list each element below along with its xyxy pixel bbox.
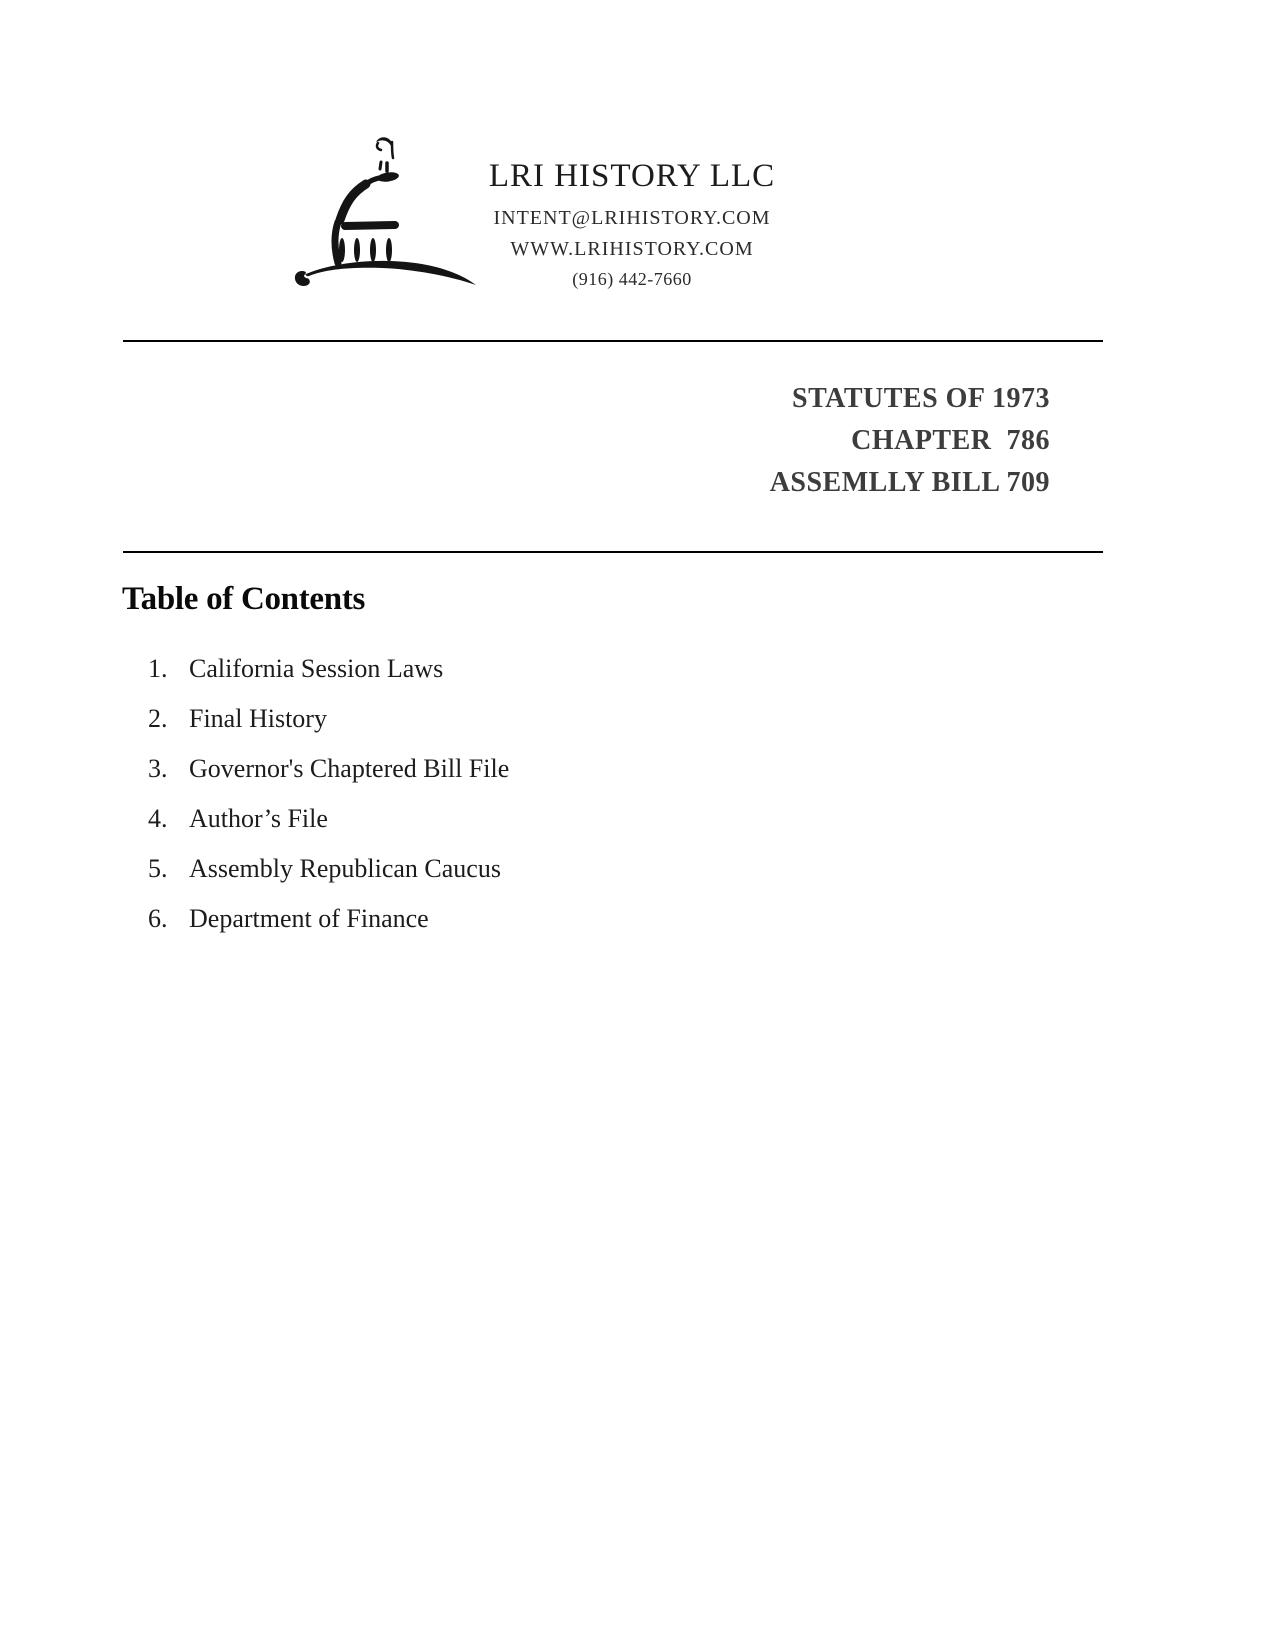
divider-bottom xyxy=(123,551,1103,553)
company-phone: (916) 442-7660 xyxy=(572,269,692,289)
toc-item xyxy=(146,844,509,894)
case-reference-block xyxy=(770,378,1050,504)
assembly-bill-line: ASSEMLLY BILL 709 xyxy=(769,467,1050,498)
toc-item-number: 3. xyxy=(148,754,168,783)
company-name: LRI HISTORY LLC xyxy=(488,158,776,194)
toc-item-label: Department of Finance xyxy=(189,904,429,933)
toc-item xyxy=(146,744,509,794)
toc-list xyxy=(146,644,509,944)
toc-item-label: California Session Laws xyxy=(189,654,444,683)
toc-item-label: Assembly Republican Caucus xyxy=(189,854,501,883)
divider-top xyxy=(123,340,1103,342)
toc-item xyxy=(146,894,509,944)
toc-item xyxy=(146,694,509,744)
toc-item-number: 1. xyxy=(148,654,168,683)
toc-item-number: 2. xyxy=(148,704,168,733)
toc-item-number: 4. xyxy=(148,804,168,833)
toc-item-label: Governor's Chaptered Bill File xyxy=(189,754,510,783)
toc-item-number: 5. xyxy=(148,854,168,883)
toc-title: Table of Contents xyxy=(122,581,366,617)
toc-item-number: 6. xyxy=(148,904,168,933)
company-email: INTENT@LRIHISTORY.COM xyxy=(493,207,771,229)
toc-item-label: Author’s File xyxy=(189,804,328,833)
company-website: WWW.LRIHISTORY.COM xyxy=(510,238,754,260)
chapter-line: CHAPTER 786 xyxy=(851,425,1050,456)
statutes-line: STATUTES OF 1973 xyxy=(792,383,1050,414)
toc-item xyxy=(146,794,509,844)
toc-item-label: Final History xyxy=(189,704,327,733)
letterhead xyxy=(437,156,827,294)
toc-item xyxy=(146,644,509,694)
